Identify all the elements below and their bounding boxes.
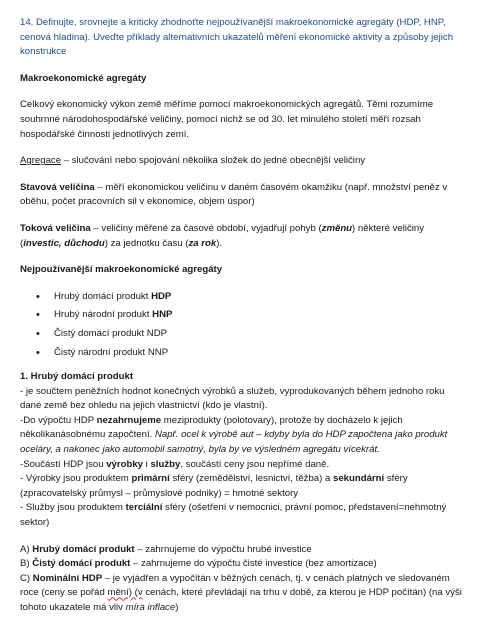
section-title-most-used: Nejpoužívanější makroekonomické agregáty — [20, 264, 223, 276]
definition-tokova: Toková veličina – veličiny měřené za časové období, vyjadřují pohyb (změnu) některé veličiny (investic, důchodu) za jednotku času (za rok). — [20, 222, 425, 249]
list-item: • Hrubý národní produkt HNP — [54, 308, 464, 323]
hdp-point-3: -Součástí HDP jsou výrobky i služby, součástí ceny jsou nepřímé daně. — [20, 458, 330, 470]
term-agregace: Agregace — [20, 155, 62, 167]
question-heading: 14. Definujte, srovnejte a kriticky zhodnoťte nejpoužívanější makroekonomické agregáty (HDP, HNP, cenová hladina). Uveďte příklady alternativních ukazatelů měření ekonomické aktivity a způsoby jejich konstrukce — [20, 17, 454, 58]
definition-stavova: Stavová veličina – měří ekonomickou veličinu v daném časovém okamžiku (např. množství peněz v oběhu, počet pracovních sil v ekonomice, objem úspor) — [20, 181, 448, 208]
hdp-variants — [20, 543, 464, 616]
definition-agregace: Agregace – slučování nebo spojování několika složek do jedné obecnější veličiny — [20, 155, 366, 167]
hdp-section — [20, 370, 464, 531]
hdp-point-5: - Služby jsou produktem terciální sféry (ošetření v nemocnici, právní pomoc, představení=nehmotný sektor) — [20, 502, 447, 529]
variant-b: B) Čistý domácí produkt – zahrnujeme do výpočtu čisté investice (bez amortizace) — [20, 558, 377, 570]
hdp-point-4: - Výrobky jsou produktem primární sféry (zemědělství, lesnictví, těžba) a sekundární sféry (zpracovatelský průmysl – průmyslové podniky) = hmotné sektory — [20, 473, 408, 499]
term-stavova: Stavová veličina — [20, 181, 95, 193]
list-item: • Čistý domácí produkt NDP — [54, 327, 464, 342]
term-tokova: Toková veličina — [20, 222, 91, 234]
hdp-title: 1. Hrubý domácí produkt — [20, 371, 134, 383]
variant-a: A) Hrubý domácí produkt – zahrnujeme do výpočtu hrubé investice — [20, 543, 312, 555]
hdp-point-2: -Do výpočtu HDP nezahrnujeme meziprodukty (polotovary), protože by docházelo k jejich několikanásobnému započtení. Např. ocel k výrobě aut – kdyby byla do HDP započtena jako produkt oceláry, a nakonec jako automobil samotný, byla by ve výsledném agregátu vícekrát. — [20, 414, 448, 456]
list-item: • Čistý národní produkt NNP — [54, 346, 464, 361]
list-item: • Hrubý domácí produkt HDP — [54, 290, 464, 305]
intro-paragraph: Celkový ekonomický výkon země měříme pomocí makroekonomických agregátů. Těmi rozumíme souhrnné národohospodářské veličiny, pomocí nichž se od 30. let minulého století měří rozsah hospodářské činnosti jednotlivých zemí. — [20, 99, 434, 140]
hdp-point-1: - je součtem peněžních hodnot konečných výrobků a služeb, vyprodukovaných během jednoho roku dané země bez ohledu na jejich vlastnictví (kdo je vlastní). — [20, 385, 445, 412]
variant-c: C) Nominální HDP – je vyjádřen a vypočítán v běžných cenách, tj. v cenách platných ve sledovaném roce (ceny se pořád mění) (v cenách, které převládají na trhu v době, za kterou je HDP počítán) (na výši tohoto ukazatele má vliv míra inflace) — [20, 572, 462, 613]
aggregates-list — [20, 290, 464, 360]
section-title-aggregates: Makroekonomické agregáty — [20, 72, 147, 84]
